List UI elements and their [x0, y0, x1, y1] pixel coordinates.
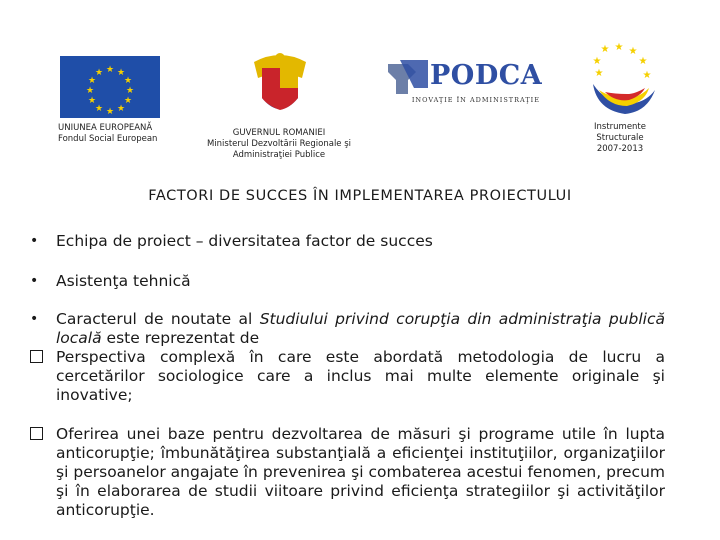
list-item-text: [56, 310, 665, 348]
gov-caption-line-3: Administraţiei Publice: [232, 150, 326, 160]
svg-text:★: ★: [94, 104, 104, 114]
svg-text:★: ★: [105, 65, 115, 75]
svg-text:★: ★: [638, 56, 648, 67]
eu-caption: [58, 123, 178, 145]
eu-caption-line-1: UNIUNEA EUROPEANĂ: [58, 123, 153, 133]
list-item: [30, 310, 665, 348]
list-item: [30, 425, 665, 520]
svg-text:★: ★: [116, 104, 126, 114]
svg-text:★: ★: [123, 96, 133, 106]
checkbox-bullet-icon: [30, 350, 43, 363]
list-item-text: Perspectiva complexă în care este abordată metodologia de lucru a cercetărilor sociologice care a inclus mai multe elemente originale şi inovative;: [56, 348, 665, 404]
svg-text:★: ★: [125, 86, 135, 96]
romanian-coat-of-arms-logo: [248, 48, 312, 122]
svg-text:★: ★: [87, 96, 97, 106]
podca-logo: [388, 58, 543, 106]
bullet-dot-icon: •: [30, 311, 39, 327]
checkbox-bullet-icon: [30, 427, 43, 440]
study-title-italic: Studiului privind corupţia din administraţia publică locală: [56, 310, 665, 347]
svg-text:★: ★: [94, 68, 104, 78]
svg-text:★: ★: [594, 68, 604, 79]
sf-caption: [578, 122, 662, 155]
svg-text:★: ★: [123, 76, 133, 86]
list-item-text: Echipa de proiect – diversitatea factor de succes: [56, 232, 433, 250]
eu-caption-line-2: Fondul Social European: [58, 134, 158, 144]
bullet-dot-icon: •: [30, 233, 39, 249]
podca-wordmark: PODCA: [430, 60, 543, 91]
structural-instruments-logo: [585, 40, 657, 120]
svg-text:★: ★: [87, 76, 97, 86]
list-item: [30, 232, 665, 251]
svg-text:★: ★: [105, 107, 115, 117]
bullet-dot-icon: •: [30, 273, 39, 289]
svg-text:★: ★: [642, 70, 652, 81]
gov-caption-line-2: Ministerul Dezvoltării Regionale şi: [206, 139, 352, 149]
svg-text:★: ★: [85, 86, 95, 96]
svg-text:★: ★: [592, 56, 602, 67]
gov-caption: [190, 128, 368, 161]
svg-text:★: ★: [600, 44, 610, 55]
podca-tagline: INOVAŢIE ÎN ADMINISTRAŢIE: [411, 96, 540, 104]
sf-caption-line-2: Structurale: [596, 133, 644, 143]
sf-caption-line-1: Instrumente: [594, 122, 646, 132]
list-item: [30, 272, 665, 291]
svg-text:★: ★: [614, 42, 624, 53]
page-title: FACTORI DE SUCCES ÎN IMPLEMENTAREA PROIECTULUI: [148, 188, 572, 204]
eu-flag-logo: [60, 56, 160, 118]
sf-caption-line-3: 2007-2013: [596, 144, 644, 154]
svg-text:★: ★: [116, 68, 126, 78]
svg-text:★: ★: [628, 46, 638, 57]
list-item: [30, 348, 665, 405]
gov-caption-line-1: GUVERNUL ROMANIEI: [232, 128, 326, 138]
text-segment: este reprezentat de: [101, 329, 260, 347]
list-item-text: Asistenţa tehnică: [56, 272, 191, 290]
list-item-text: Oferirea unei baze pentru dezvoltarea de măsuri şi programe utile în lupta anticorupţie; îmbunătăţirea substanţială a eficienţei instituţiilor, organizaţiilor şi persoanelor angajate în prevenirea şi combaterea acestui fenomen, precum şi în elaborarea de studii viitoare privind eficienţa strategiilor şi activităţilor anticorupţie.: [56, 425, 665, 519]
text-segment: Caracterul de noutate al: [56, 310, 260, 328]
